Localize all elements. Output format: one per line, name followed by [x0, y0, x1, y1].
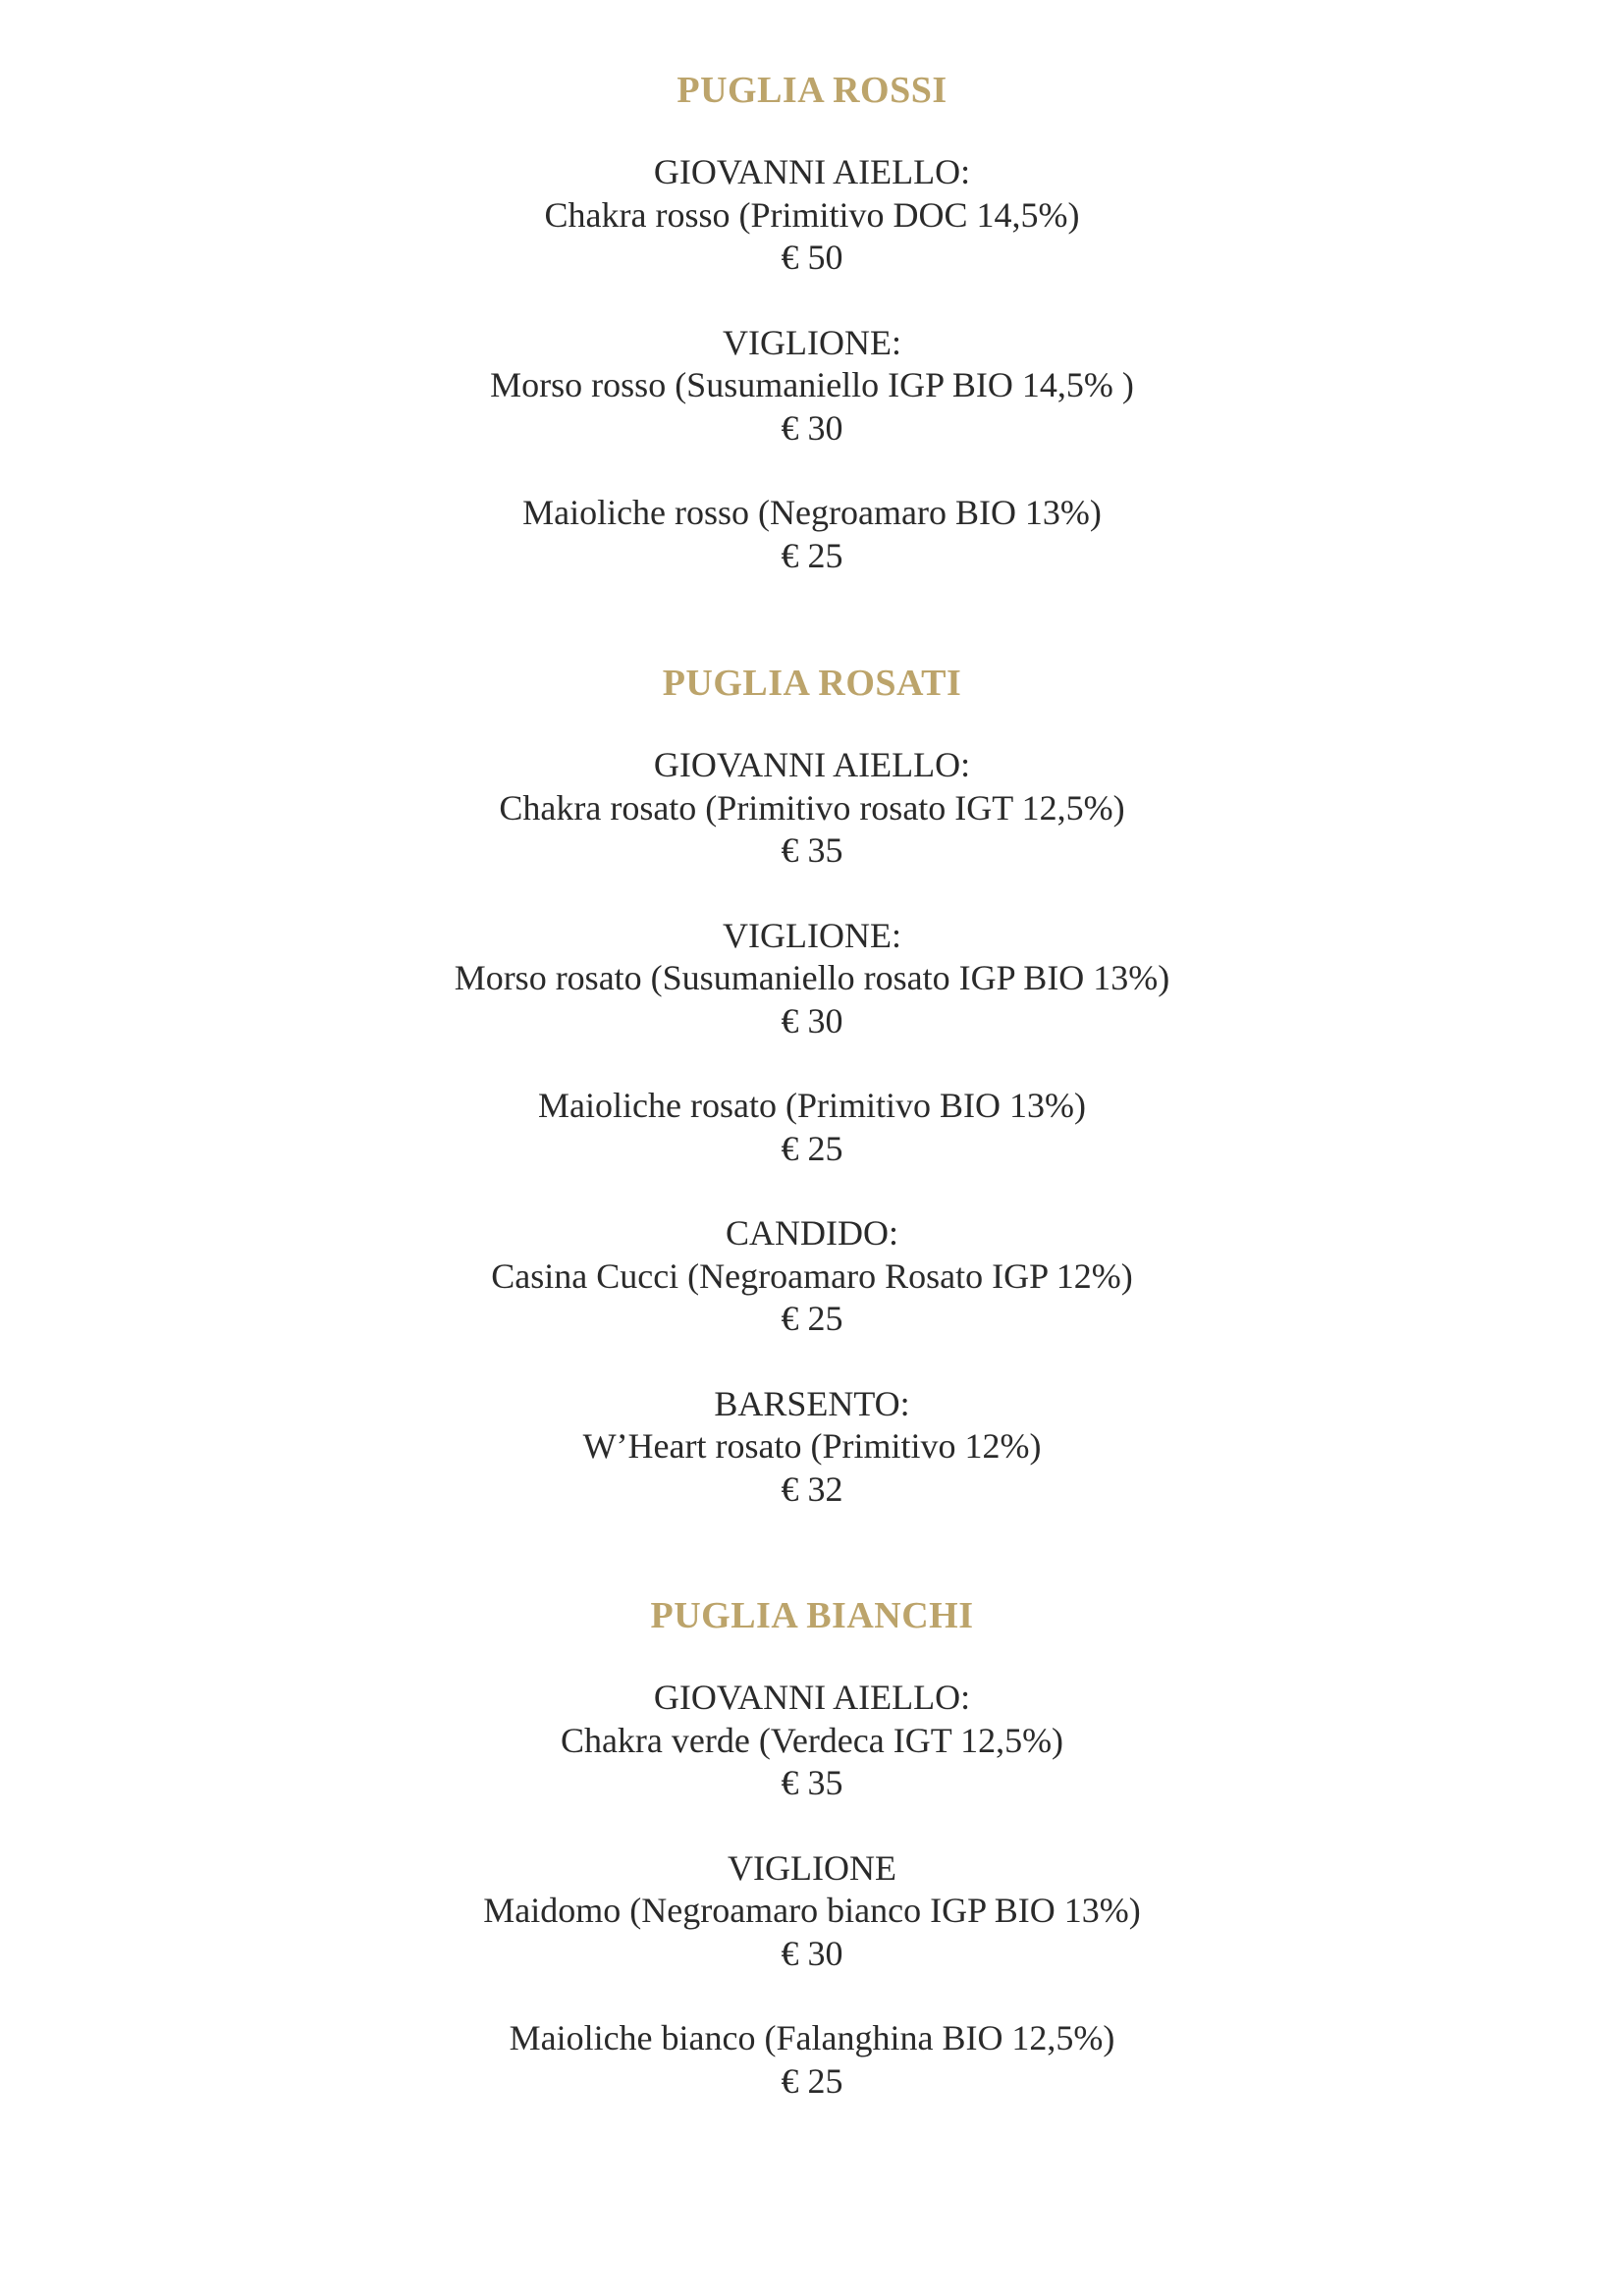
wine-name: Morso rosso (Susumaniello IGP BIO 14,5% ): [490, 365, 1134, 404]
wine-price: € 25: [781, 1299, 843, 1338]
wine-entry: [0, 915, 1624, 1043]
producer-name: VIGLIONE:: [723, 915, 901, 955]
wine-price: € 32: [781, 1468, 843, 1509]
producer-name: GIOVANNI AIELLO:: [653, 745, 971, 784]
wine-entry: [0, 1847, 1624, 1976]
producer-name: BARSENTO:: [714, 1383, 910, 1423]
wine-name: Chakra rosso (Primitivo DOC 14,5%): [544, 194, 1080, 235]
wine-name: Chakra rosato (Primitivo rosato IGT 12,5%): [499, 787, 1125, 828]
producer-name: VIGLIONE: [728, 1847, 896, 1888]
wine-entry: [0, 1677, 1624, 1805]
wine-price: € 50: [781, 238, 843, 277]
producer-name: VIGLIONE:: [723, 322, 901, 362]
wine-entry: [0, 492, 1624, 577]
wine-name: Maioliche bianco (Falanghina BIO 12,5%): [509, 2018, 1115, 2057]
producer-name: CANDIDO:: [726, 1213, 898, 1253]
wine-price: € 25: [781, 2060, 843, 2101]
wine-name: Chakra verde (Verdeca IGT 12,5%): [560, 1720, 1064, 1760]
wine-price: € 25: [781, 535, 843, 575]
wine-entry: [0, 1383, 1624, 1512]
wine-name: Casina Cucci (Negroamaro Rosato IGP 12%): [491, 1255, 1133, 1296]
wine-name: Maioliche rosso (Negroamaro BIO 13%): [522, 493, 1102, 532]
section-title: PUGLIA ROSATI: [662, 663, 962, 704]
wine-entry: [0, 2017, 1624, 2103]
wine-entry: [0, 151, 1624, 280]
producer-name: GIOVANNI AIELLO:: [653, 152, 971, 191]
wine-entry: [0, 744, 1624, 873]
wine-name: W’Heart rosato (Primitivo 12%): [582, 1426, 1042, 1466]
wine-price: € 25: [781, 1128, 843, 1168]
wine-name: Maioliche rosato (Primitivo BIO 13%): [538, 1086, 1086, 1125]
wine-price: € 30: [781, 1000, 843, 1041]
section-puglia-bianchi: [0, 1594, 1624, 2145]
wine-price: € 35: [781, 1763, 843, 1802]
wine-name: Morso rosato (Susumaniello rosato IGP BIO 13%): [454, 958, 1170, 997]
wine-entry: [0, 322, 1624, 451]
wine-price: € 35: [781, 830, 843, 870]
wine-price: € 30: [781, 1933, 843, 1973]
section-title: PUGLIA BIANCHI: [650, 1595, 974, 1636]
section-puglia-rossi: [0, 69, 1624, 619]
section-puglia-rosati: [0, 662, 1624, 1553]
wine-price: € 30: [781, 407, 843, 448]
section-title: PUGLIA ROSSI: [677, 70, 947, 111]
producer-name: GIOVANNI AIELLO:: [653, 1678, 971, 1717]
wine-name: Maidomo (Negroamaro bianco IGP BIO 13%): [483, 1891, 1141, 1930]
wine-entry: [0, 1212, 1624, 1341]
wine-entry: [0, 1085, 1624, 1170]
